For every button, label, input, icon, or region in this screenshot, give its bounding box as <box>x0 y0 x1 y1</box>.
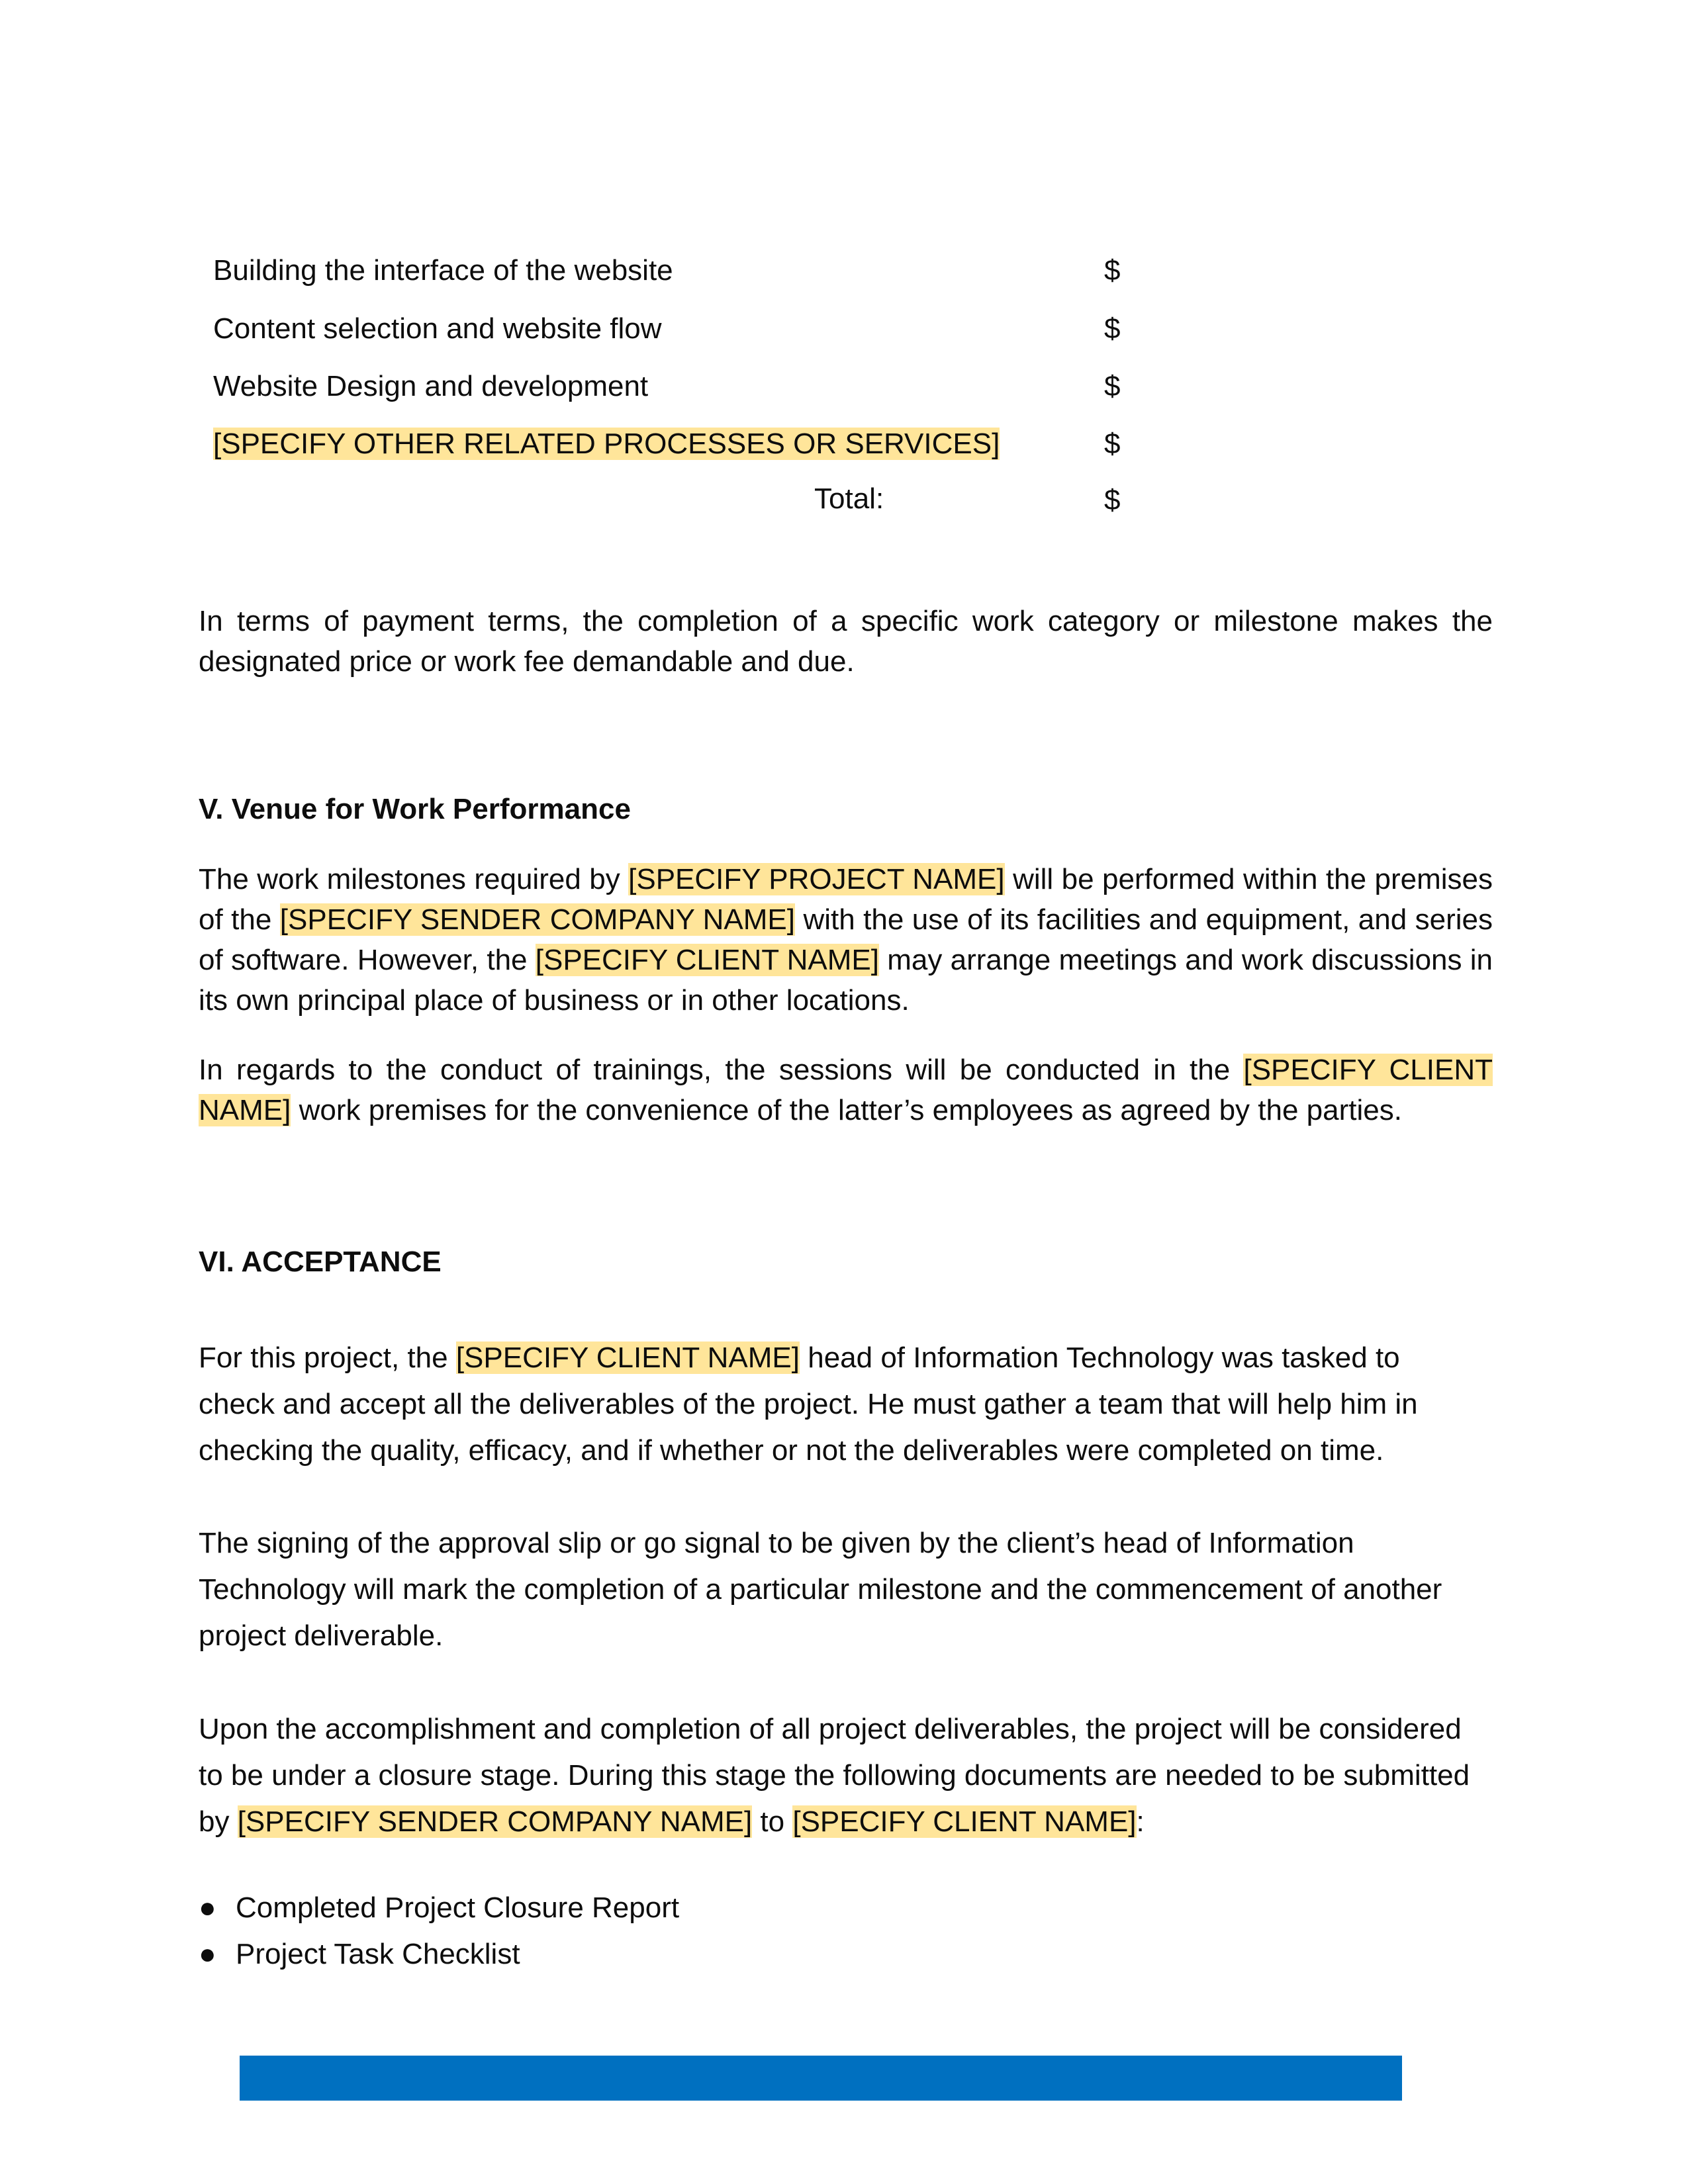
placeholder-client-name: [SPECIFY CLIENT NAME] <box>535 944 879 976</box>
pricing-row-label: Building the interface of the website <box>213 254 673 287</box>
section-v-paragraph-2: In regards to the conduct of trainings, the sessions will be conducted in the [SPECIFY CLIENT NAME] work premises for the convenience of the latter’s employees as agreed by the parties. <box>199 1054 1493 1126</box>
pricing-row-currency: $ <box>1104 254 1121 287</box>
pricing-row-currency: $ <box>1104 370 1121 402</box>
payment-terms-paragraph: In terms of payment terms, the completion of a specific work category or milestone makes the designated price or work fee demandable and due. <box>199 605 1493 678</box>
placeholder-client-name: [SPECIFY CLIENT NAME] <box>792 1805 1137 1838</box>
section-v-paragraph-1: The work milestones required by [SPECIFY PROJECT NAME] will be performed within the premises of the [SPECIFY SENDER COMPANY NAME] with the use of its facilities and equipment, and series of software. However, the [SPECIFY CLIENT NAME] may arrange meetings and work discussions in its own principal place of business or in other locations. <box>199 863 1493 1017</box>
placeholder-client-name: [SPECIFY CLIENT NAME] <box>455 1342 800 1374</box>
pricing-row-label: Website Design and development <box>213 370 649 402</box>
pricing-total-label: Total: <box>814 482 884 515</box>
list-item: ● Project Task Checklist <box>199 1938 520 1970</box>
section-vi-paragraph-1: For this project, the [SPECIFY CLIENT NAME] head of Information Technology was tasked to check and accept all the deliverables of the project. He must gather a team that will help him in checking the quality, efficacy, and if whether or not the deliverables were completed on time. <box>199 1342 1418 1467</box>
pricing-row-currency: $ <box>1104 312 1121 345</box>
placeholder-sender-company: [SPECIFY SENDER COMPANY NAME] <box>279 903 795 936</box>
placeholder-project-name: [SPECIFY PROJECT NAME] <box>628 863 1005 895</box>
section-vi-paragraph-3: Upon the accomplishment and completion of all project deliverables, the project will be considered to be under a closure stage. During this stage the following documents are needed to be submitted by [SPECIFY SENDER COMPANY NAME] to [SPECIFY CLIENT NAME]: <box>199 1713 1470 1838</box>
footer-bar <box>240 2056 1402 2101</box>
bullet-icon: ● <box>199 1938 216 1970</box>
pricing-row-label: Content selection and website flow <box>213 312 662 345</box>
section-vi-heading: VI. ACCEPTANCE <box>199 1246 442 1278</box>
placeholder-client-name: [SPECIFY CLIENT NAME] <box>199 1054 1493 1126</box>
pricing-total-currency: $ <box>1104 484 1121 516</box>
pricing-row-currency: $ <box>1104 428 1121 460</box>
placeholder-sender-company: [SPECIFY SENDER COMPANY NAME] <box>237 1805 753 1838</box>
list-item: ● Completed Project Closure Report <box>199 1891 680 1924</box>
section-vi-paragraph-2: The signing of the approval slip or go signal to be given by the client’s head of Information Technology will mark the completion of a particular milestone and the commencement of another project deliverable. <box>199 1527 1442 1652</box>
pricing-row-label-placeholder: [SPECIFY OTHER RELATED PROCESSES OR SERVICES] <box>213 428 1000 460</box>
section-v-heading: V. Venue for Work Performance <box>199 793 631 825</box>
bullet-icon: ● <box>199 1891 216 1924</box>
